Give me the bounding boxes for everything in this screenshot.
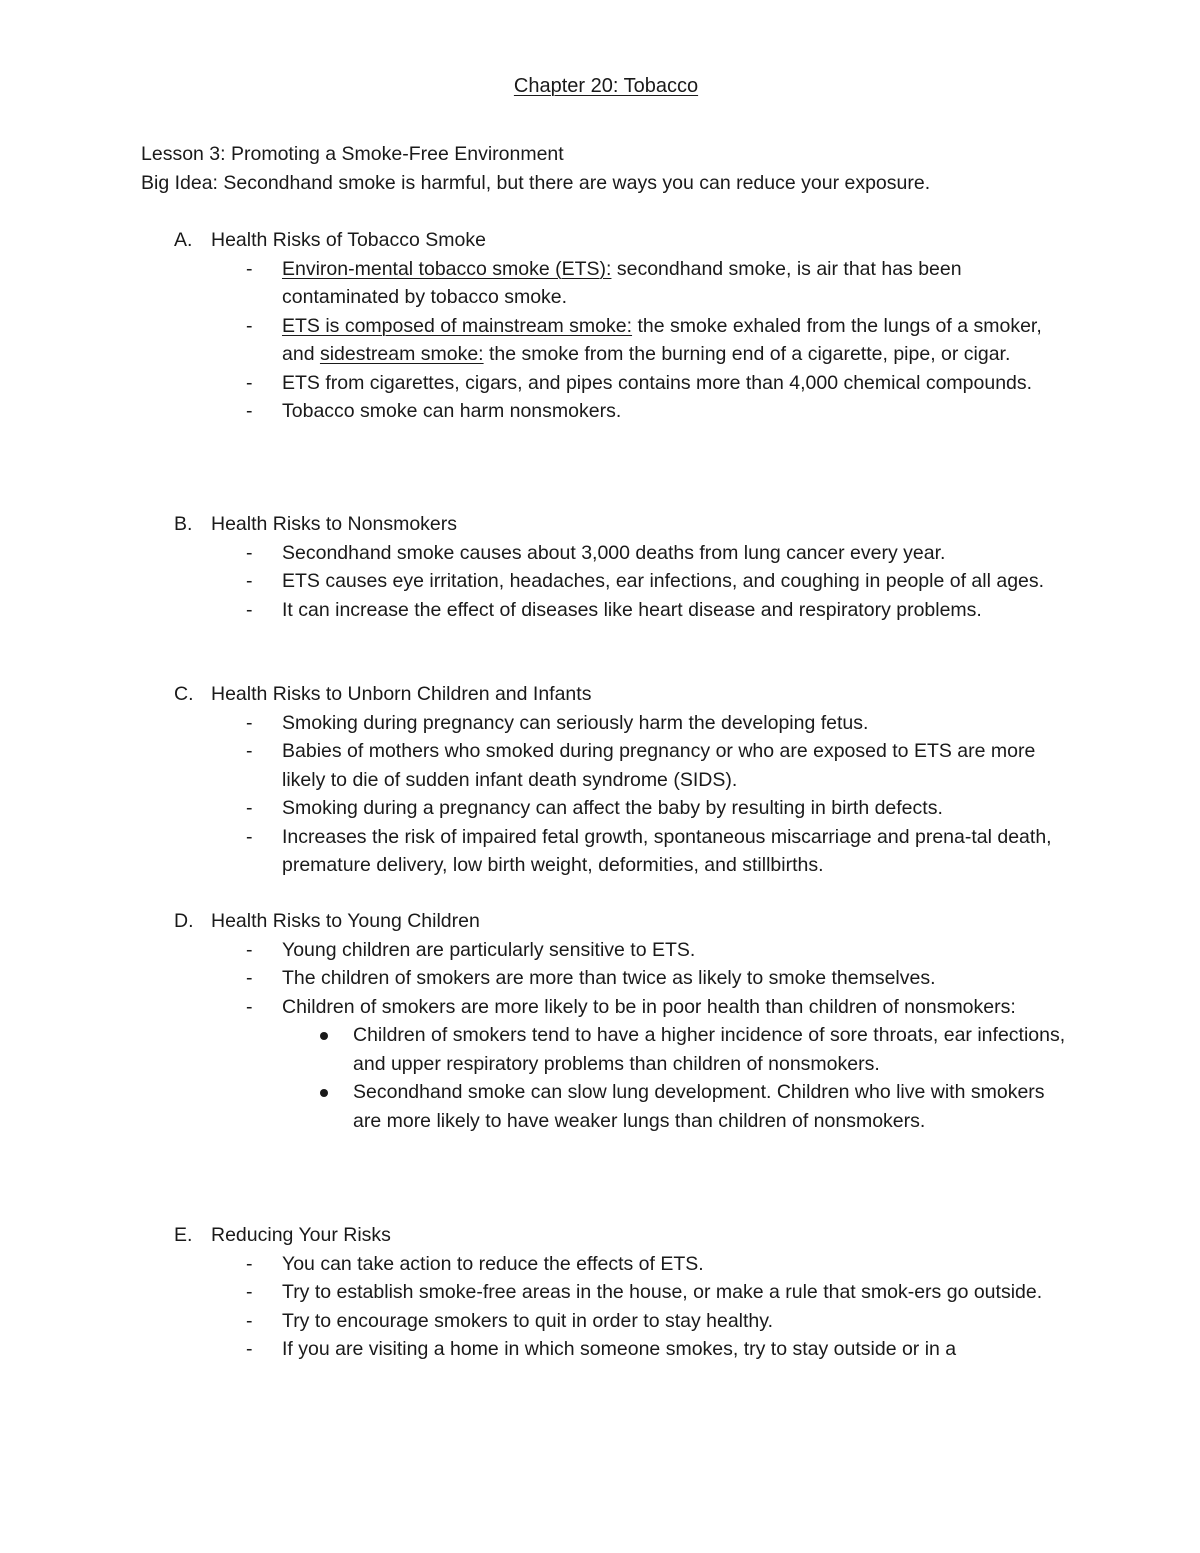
item-text: Try to establish smoke-free areas in the house, or make a rule that smok-ers go outside. (282, 1281, 1043, 1303)
item-text: the smoke exhaled from the lungs of a smoker, and (282, 314, 1042, 365)
section-letter: D. (174, 910, 194, 932)
section-d (174, 907, 1074, 1135)
list-item (174, 397, 1072, 426)
list-item (174, 369, 1072, 398)
section-letter: A. (174, 229, 193, 251)
intro-block (141, 140, 1141, 198)
dash-marker: - (246, 938, 253, 961)
dash-marker: - (246, 1281, 253, 1303)
dash-marker: - (246, 257, 253, 280)
item-text: Secondhand smoke causes about 3,000 deaths from lung cancer every year. (282, 541, 946, 564)
item-text: Try to encourage smokers to quit in order to stay healthy. (282, 1309, 773, 1332)
section-title: Health Risks of Tobacco Smoke (211, 229, 486, 251)
dash-marker: - (246, 825, 253, 848)
list-item (174, 1307, 1072, 1336)
dash-marker: - (246, 541, 253, 564)
item-text: Babies of mothers who smoked during pregnancy or who are exposed to ETS are more likely to die of sudden infant death syndrome (SIDS). (282, 740, 1036, 791)
dash-marker: - (246, 400, 253, 422)
list-item (174, 255, 1072, 312)
list-item (174, 1278, 1072, 1307)
page-title: Chapter 20: Tobacco (513, 75, 699, 97)
section-letter: B. (174, 513, 193, 535)
section-heading (174, 907, 1074, 936)
item-text: Children of smokers are more likely to be in poor health than children of nonsmokers: (282, 995, 1016, 1018)
item-text: ETS from cigarettes, cigars, and pipes contains more than 4,000 chemical compounds. (282, 371, 1033, 394)
list-item (174, 567, 1072, 596)
item-text: Increases the risk of impaired fetal growth, spontaneous miscarriage and prena-tal death, premature delivery, low birth weight, deformities, and stillbirths. (282, 825, 1052, 876)
sub-list-item (174, 1021, 1073, 1078)
list-item (174, 737, 1072, 794)
section-a (174, 226, 1074, 426)
section-letter: E. (174, 1224, 193, 1246)
dash-marker: - (246, 711, 253, 734)
dash-marker: - (246, 314, 253, 337)
section-b (174, 510, 1074, 624)
dash-marker: - (246, 1252, 253, 1275)
dash-marker: - (246, 967, 253, 989)
list-item (174, 936, 1072, 965)
dash-marker: - (246, 570, 253, 592)
dash-marker: - (246, 740, 253, 762)
term-underlined: Environ-mental tobacco smoke (ETS): (282, 257, 612, 280)
list-item (174, 312, 1072, 369)
list-item (174, 539, 1072, 568)
section-heading (174, 680, 1074, 709)
list-item (174, 596, 1072, 625)
dash-marker: - (246, 598, 253, 621)
list-item (174, 1335, 1072, 1364)
item-text: Tobacco smoke can harm nonsmokers. (282, 400, 622, 422)
list-item (174, 709, 1072, 738)
section-title: Health Risks to Nonsmokers (211, 513, 457, 535)
bullet-dot-icon (320, 1089, 328, 1097)
list-item (174, 1250, 1072, 1279)
lesson-line: Lesson 3: Promoting a Smoke-Free Environment (141, 143, 564, 165)
list-item (174, 794, 1072, 823)
dash-marker: - (246, 995, 253, 1018)
item-text: secondhand smoke, is air that has been contaminated by tobacco smoke. (282, 257, 962, 308)
term-underlined: sidestream smoke: (319, 343, 484, 365)
item-text: Young children are particularly sensitive to ETS. (282, 938, 696, 961)
item-text: ETS causes eye irritation, headaches, ear infections, and coughing in people of all ages. (282, 570, 1045, 592)
item-text: You can take action to reduce the effects of ETS. (282, 1252, 704, 1275)
dash-marker: - (246, 1309, 253, 1332)
item-text: Secondhand smoke can slow lung development. Children who live with smokers are more likely to have weaker lungs than children of nonsmokers. (353, 1081, 1045, 1132)
section-heading (174, 510, 1074, 539)
item-text: It can increase the effect of diseases like heart disease and respiratory problems. (282, 598, 982, 621)
dash-marker: - (246, 371, 253, 394)
item-text: The children of smokers are more than twice as likely to smoke themselves. (282, 967, 936, 989)
item-text: Children of smokers tend to have a higher incidence of sore throats, ear infections, and upper respiratory problems than children of nonsmokers. (353, 1024, 1066, 1075)
item-text: Smoking during pregnancy can seriously harm the developing fetus. (282, 711, 869, 734)
list-item (174, 964, 1072, 993)
sub-list-item (174, 1078, 1073, 1135)
list-item (174, 823, 1072, 880)
item-text: Smoking during a pregnancy can affect the baby by resulting in birth defects. (282, 797, 943, 819)
list-item (174, 993, 1072, 1022)
item-text: If you are visiting a home in which someone smokes, try to stay outside or in a (282, 1338, 957, 1360)
section-title: Health Risks to Young Children (211, 910, 480, 932)
section-heading (174, 1221, 1074, 1250)
section-letter: C. (174, 683, 194, 705)
section-title: Health Risks to Unborn Children and Infants (211, 683, 592, 705)
section-heading (174, 226, 1074, 255)
term-underlined: ETS is composed of mainstream smoke: (282, 314, 633, 337)
section-title: Reducing Your Risks (211, 1224, 391, 1246)
item-text: the smoke from the burning end of a cigarette, pipe, or cigar. (483, 343, 1011, 365)
section-e (174, 1221, 1074, 1364)
big-idea-line: Big Idea: Secondhand smoke is harmful, but there are ways you can reduce your exposure. (141, 172, 931, 194)
dash-marker: - (246, 797, 253, 819)
dash-marker: - (246, 1338, 253, 1360)
bullet-dot-icon (320, 1032, 328, 1040)
section-c (174, 680, 1074, 880)
